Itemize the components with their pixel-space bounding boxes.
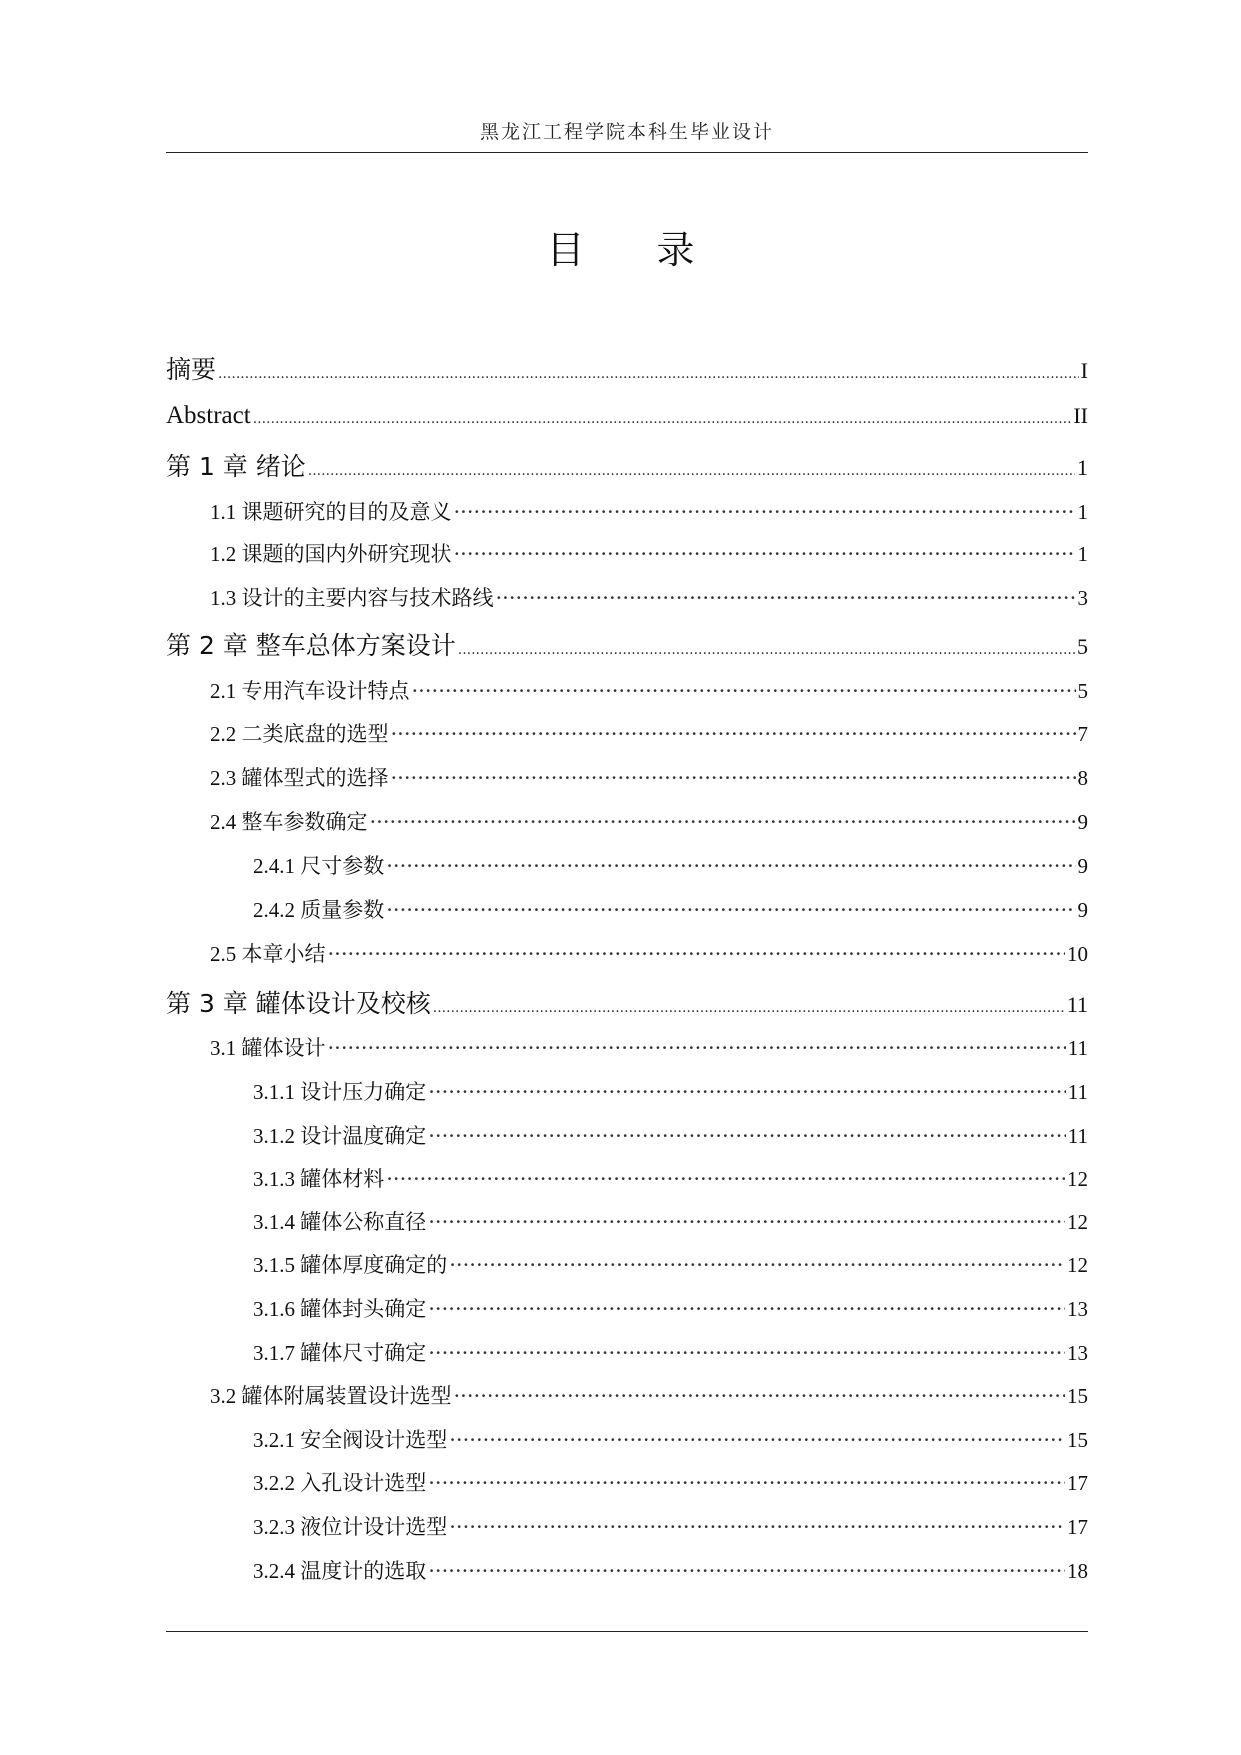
dot-leader [428,1297,1065,1321]
toc-entry-section-2-5[interactable] [210,938,1088,968]
toc-entry-section-3-1[interactable] [210,1032,1088,1062]
toc-entry-section-3-1-3[interactable] [253,1163,1088,1193]
toc-entry-section-2-3[interactable] [210,762,1088,792]
toc-entry-page: 13 [1067,1297,1088,1321]
toc-entry-abstract-en[interactable] [166,400,1088,430]
toc-entry-page: 17 [1067,1471,1088,1495]
toc-entry-label: 3.1.4 罐体公称直径 [253,1210,427,1234]
toc-entry-section-3-1-6[interactable] [253,1293,1088,1323]
toc-entry-section-3-2-2[interactable] [253,1467,1088,1497]
dot-leader [428,1471,1065,1495]
toc-entry-label: 3.1.7 罐体尺寸确定 [253,1341,427,1365]
toc-entry-label: 3.1.5 罐体厚度确定的 [253,1253,448,1277]
toc-entry-label: 1.2 课题的国内外研究现状 [210,542,452,566]
toc-entry-page: 10 [1067,942,1088,966]
toc-entry-label: 3.2 罐体附属装置设计选型 [210,1384,452,1408]
toc-entry-section-3-2-1[interactable] [253,1424,1088,1454]
toc-entry-label: 3.1 罐体设计 [210,1036,326,1060]
toc-entry-page: 1 [1077,455,1088,480]
toc-entry-page: 9 [1077,810,1088,834]
dot-leader [428,1080,1066,1104]
dot-leader [328,1036,1066,1060]
toc-entry-page: 5 [1077,679,1088,703]
toc-entry-page: 12 [1067,1167,1088,1191]
toc-entry-section-3-1-5[interactable] [253,1249,1088,1279]
dot-leader [449,1253,1065,1277]
dot-leader [449,1515,1065,1539]
toc-entry-page: 7 [1077,722,1088,746]
dot-leader [428,1210,1065,1234]
toc-entry-label: 1.1 课题研究的目的及意义 [210,500,452,524]
toc-entry-page: 5 [1077,634,1088,659]
toc-entry-label: 第 1 章 绪论 [166,452,306,481]
toc-entry-page: 17 [1067,1515,1088,1539]
toc-entry-page: II [1073,403,1088,428]
toc-entry-page: 9 [1077,854,1088,878]
toc-entry-section-3-1-4[interactable] [253,1206,1088,1236]
dot-leader [391,722,1076,746]
dot-leader [370,810,1076,834]
toc-entry-chapter-1[interactable] [166,447,1088,483]
dot-leader [454,500,1076,524]
toc-entry-page: 11 [1067,1080,1088,1104]
toc-entry-section-3-1-7[interactable] [253,1337,1088,1367]
toc-entry-page: 1 [1077,542,1088,566]
dot-leader [458,631,1075,660]
dot-leader [454,1384,1066,1408]
toc-entry-label: 3.1.6 罐体封头确定 [253,1297,427,1321]
toc-entry-page: 15 [1067,1384,1088,1408]
toc-entry-label: Abstract [166,402,251,429]
toc-entry-section-1-1[interactable] [210,496,1088,526]
toc-entry-label: 2.5 本章小结 [210,942,326,966]
toc-entry-abstract-cn[interactable] [166,350,1088,386]
toc-entry-label: 2.4.1 尺寸参数 [253,854,385,878]
toc-entry-page: 8 [1077,766,1088,790]
toc-entry-label: 3.1.3 罐体材料 [253,1167,385,1191]
toc-entry-page: 18 [1067,1559,1088,1583]
toc-entry-page: 11 [1067,1036,1088,1060]
toc-entry-label: 1.3 设计的主要内容与技术路线 [210,586,494,610]
toc-entry-section-3-2-4[interactable] [253,1555,1088,1585]
toc-entry-section-2-4-2[interactable] [253,894,1088,924]
toc-entry-page: 13 [1067,1341,1088,1365]
toc-entry-page: 11 [1067,1124,1088,1148]
toc-entry-page: 3 [1077,586,1088,610]
toc-entry-label: 3.1.1 设计压力确定 [253,1080,427,1104]
toc-entry-section-1-3[interactable] [210,582,1088,612]
dot-leader [328,942,1066,966]
toc-entry-chapter-3[interactable] [166,984,1088,1020]
toc-entry-label: 第 2 章 整车总体方案设计 [166,631,456,660]
toc-entry-label: 3.2.3 液位计设计选型 [253,1515,448,1539]
dot-leader [218,355,1079,384]
toc-entry-label: 3.2.2 入孔设计选型 [253,1471,427,1495]
toc-entry-section-2-1[interactable] [210,675,1088,705]
dot-leader [454,542,1076,566]
toc-entry-page: I [1080,358,1088,383]
toc-entry-label: 2.1 专用汽车设计特点 [210,679,410,703]
toc-entry-label: 2.4 整车参数确定 [210,810,368,834]
toc-entry-label: 摘要 [166,355,217,384]
toc-entry-page: 9 [1077,898,1088,922]
toc-entry-chapter-2[interactable] [166,626,1088,662]
toc-entry-section-3-1-1[interactable] [253,1076,1088,1106]
footer-rule [166,1631,1088,1632]
dot-leader [449,1428,1065,1452]
dot-leader [386,1167,1065,1191]
toc-entry-section-2-2[interactable] [210,718,1088,748]
toc-entry-page: 11 [1066,992,1088,1017]
toc-entry-label: 2.3 罐体型式的选择 [210,766,389,790]
toc-entry-label: 第 3 章 罐体设计及校核 [166,989,431,1018]
toc-entry-label: 2.4.2 质量参数 [253,898,385,922]
dot-leader [433,989,1065,1018]
dot-leader [308,452,1075,481]
dot-leader [386,898,1075,922]
dot-leader [253,400,1072,429]
toc-entry-section-3-1-2[interactable] [253,1120,1088,1150]
toc-entry-section-3-2[interactable] [210,1380,1088,1410]
dot-leader [428,1559,1065,1583]
toc-entry-section-1-2[interactable] [210,538,1088,568]
toc-title: 目 录 [546,228,725,272]
running-header: 黑龙江工程学院本科生毕业设计 [479,121,774,143]
toc-entry-page: 12 [1067,1210,1088,1234]
toc-entry-section-2-4[interactable] [210,806,1088,836]
toc-entry-page: 15 [1067,1428,1088,1452]
toc-entry-section-2-4-1[interactable] [253,850,1088,880]
toc-entry-label: 2.2 二类底盘的选型 [210,722,389,746]
dot-leader [412,679,1076,703]
toc-entry-page: 12 [1067,1253,1088,1277]
dot-leader [391,766,1076,790]
dot-leader [496,586,1076,610]
toc-entry-label: 3.2.1 安全阀设计选型 [253,1428,448,1452]
toc-entry-label: 3.1.2 设计温度确定 [253,1124,427,1148]
toc-entry-label: 3.2.4 温度计的选取 [253,1559,427,1583]
toc-entry-section-3-2-3[interactable] [253,1511,1088,1541]
dot-leader [428,1124,1066,1148]
dot-leader [386,854,1075,878]
dot-leader [428,1341,1065,1365]
toc-entry-page: 1 [1077,500,1088,524]
